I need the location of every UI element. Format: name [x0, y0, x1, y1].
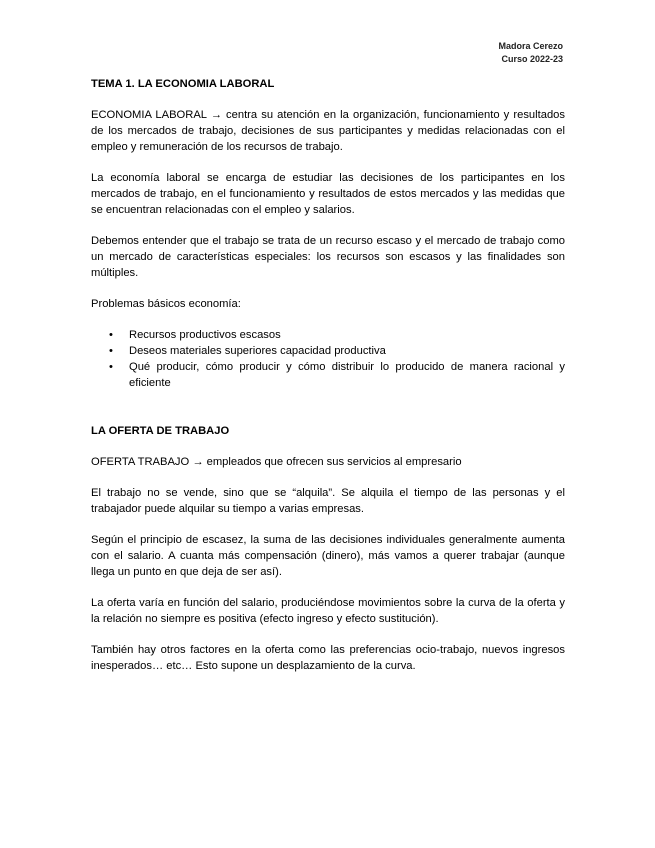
paragraph-definition-oferta-trabajo: OFERTA TRABAJO → empleados que ofrecen sus servicios al empresario — [91, 456, 462, 468]
paragraph-principio-escasez: Según el principio de escasez, la suma de las decisiones individuales generalmente aumenta con el salario. A cuanta más compensación (dinero), más vamos a querer trabajar (aunque llega un punto en que deja de ser así). — [91, 534, 565, 578]
list-item: • Qué producir, cómo producir y cómo distribuir lo producido de manera racional y eficiente — [91, 359, 565, 391]
author-name: Madora Cerezo — [498, 41, 563, 51]
paragraph-recurso-escaso: Debemos entender que el trabajo se trata de un recurso escaso y el mercado de trabajo como un mercado de características especiales: los recursos son escasos y las finalidades son múltiples. — [91, 235, 565, 279]
course-year: Curso 2022-23 — [501, 54, 563, 64]
page-header — [498, 40, 563, 66]
section-title-economia-laboral: TEMA 1. LA ECONOMIA LABORAL — [91, 78, 275, 90]
problems-label: Problemas básicos economía: — [91, 298, 241, 310]
document-body — [91, 76, 565, 674]
paragraph-alquila: El trabajo no se vende, sino que se “alquila”. Se alquila el tiempo de las personas y el trabajador puede alquilar su tiempo a varias empresas. — [91, 487, 565, 515]
problems-list — [91, 327, 565, 391]
list-item: • Recursos productivos escasos — [91, 327, 565, 343]
list-item: • Deseos materiales superiores capacidad productiva — [91, 343, 565, 359]
section-title-oferta-trabajo: LA OFERTA DE TRABAJO — [91, 425, 230, 437]
paragraph-oferta-varia: La oferta varía en función del salario, produciéndose movimientos sobre la curva de la oferta y la relación no siempre es positiva (efecto ingreso y efecto sustitución). — [91, 597, 565, 625]
paragraph-economia-laboral-study: La economía laboral se encarga de estudiar las decisiones de los participantes en los mercados de trabajo, en el funcionamiento y resultados de estos mercados y las medidas que se encuentran relacionadas con el empleo y salarios. — [91, 172, 565, 216]
paragraph-otros-factores: También hay otros factores en la oferta como las preferencias ocio-trabajo, nuevos ingresos inesperados… etc… Esto supone un desplazamiento de la curva. — [91, 644, 565, 672]
paragraph-definition-economia-laboral: ECONOMIA LABORAL → centra su atención en la organización, funcionamiento y resultados de los mercados de trabajo, decisiones de sus participantes y medidas relacionadas con el empleo y remuneración de los recursos de trabajo. — [91, 109, 565, 153]
